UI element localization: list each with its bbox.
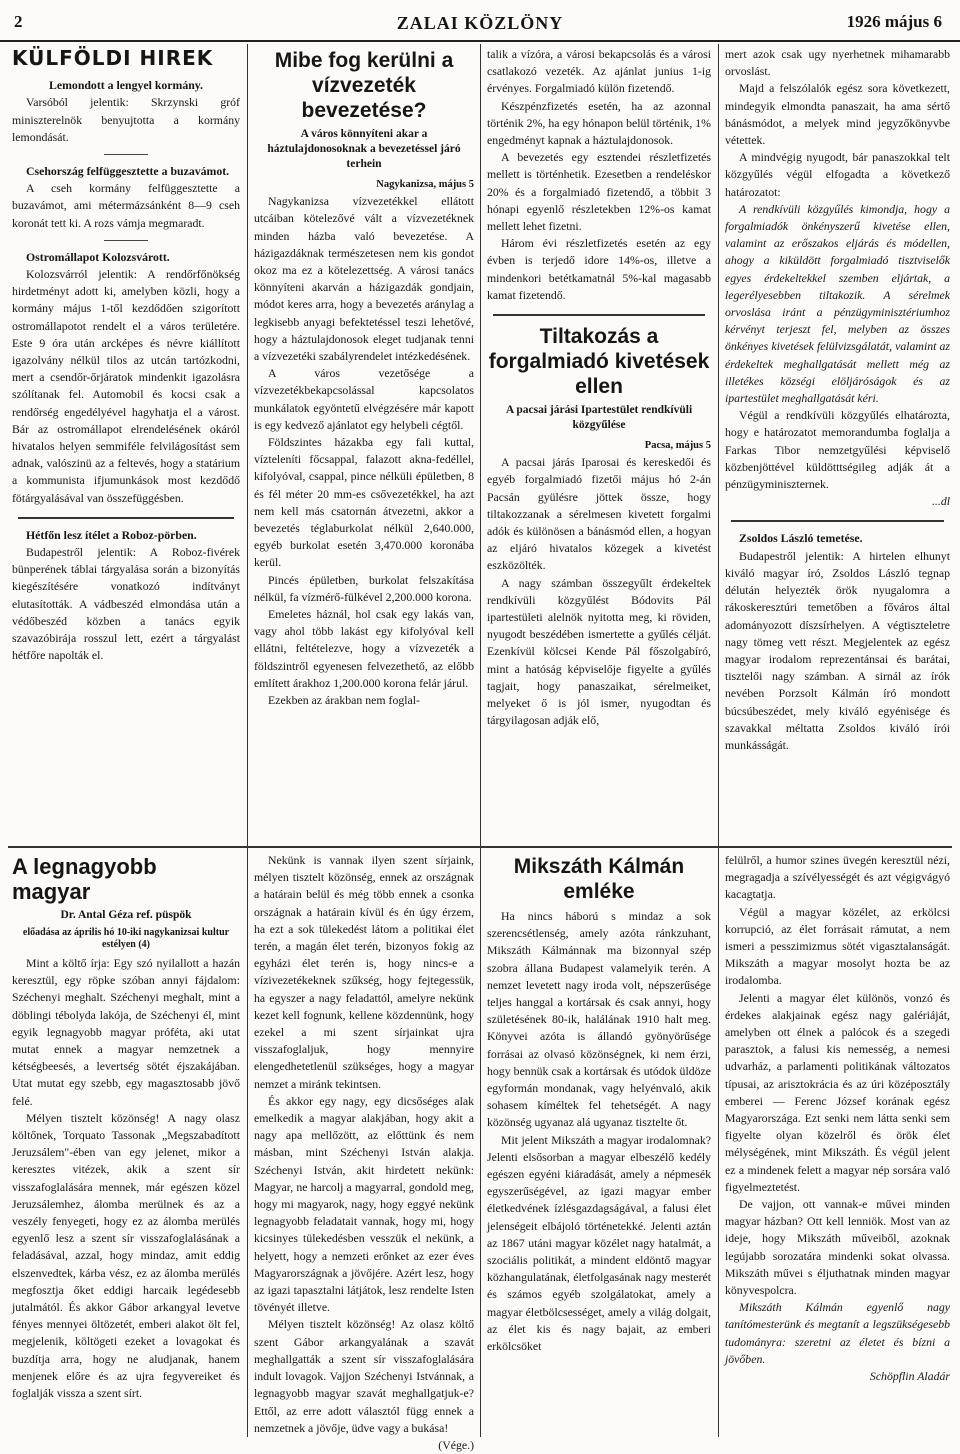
szechenyi-continued-column bbox=[254, 852, 474, 1452]
szechenyi-article-column bbox=[12, 852, 240, 1432]
article-paragraph: A bevezetés egy esztendei részletfizetés mellett is történhetik. Ezesetben a rendeléskor 20% és a forgalmiadó fizetendő, a többit 3 hónapi egyenlő részletekben 12%-os kamat mellett lehet fizetni. bbox=[487, 150, 711, 234]
author-signature: Schöpflin Aladár bbox=[869, 1369, 950, 1384]
page-header bbox=[0, 0, 960, 42]
article-paragraph: mert azok csak ugy nyerhetnek mihamarabb orvoslást. bbox=[725, 47, 950, 79]
column-rule bbox=[247, 44, 248, 1437]
column-rule bbox=[718, 44, 719, 1437]
article-paragraph: A pacsai járás Iparosai és kereskedői és egyéb forgalmiadó fizetői május hó 2-án Pacsán gyülésre jöttek össze, hogy tiltakozzanak a sérelmesen kivetett forgalmi adók és különösen a bánásmód ellen, a hogyan az eljáró hivatalos közegek a kivetést eszközölték. bbox=[487, 455, 711, 573]
divider bbox=[493, 314, 705, 316]
article-paragraph: talik a vízóra, a városi bekapcsolás és a városi csatlakozó vezeték. Az ajánlat junius 1-ig érvényes. Forgalmiadó külön fizetendő. bbox=[487, 47, 711, 96]
article-paragraph: A mindvégig nyugodt, bár panaszokkal telt közgyűlés végül elfogadta a következő határozatot: bbox=[725, 150, 950, 199]
resolution-text: A rendkívüli közgyűlés kimondja, hogy a forgalmiadók önkényszerű kivetése ellen, valamint az erőszakos eljárás és módellen, ahogy a kiküldött forgalmiadó tisztviselők egyes érdekeltekkel szemben eljártak, a legerélyesebben tiltakozik. A sérelmek orvoslása iránt a pénzügyminisztériumhoz kérvényt terjeszt fel, melyben az összes önkényes kivetések felülvizsgálatát, valamint az érdekeltek meghallgatását mellett még az illetékes községi elöljáróságok és az ipartestület meghallgatását kéri. bbox=[725, 201, 950, 406]
article-paragraph: Jelenti a magyar élet különös, vonzó és érdekes alakjainak egész nagy galériáját, amelyben ott élnek a palócok és a szegedi parasztok, a falusi kis nemesség, a nemesi udvarház, a parlamenti politikának változatos típusai, az arisztokrácia és az úri középosztály emberei — Ferenc József korának egész Magyarországa. Ezt senki nem látta senki sem figyelte olyan közelről és örök élet mélységének, mint Mikszáth. És végül jelent ez a mindenek felett a magyar nép sorsára való figyelmeztetést. bbox=[725, 990, 950, 1194]
page-divider bbox=[8, 846, 952, 848]
article-paragraph: Mélyen tisztelt közönség! Az olasz költő szent Gábor arkangyalának a szavát meghallgatták a szent sír visszafoglalására indult lovagok. Vajjon Széchenyi Istvánnak, a legnagyobb magyar szavát meghallgatjuk-e? Ettől, az erre adott választól függ ennek a nemzetnek a jövője, üdve vagy a bukása! bbox=[254, 1317, 474, 1435]
article-paragraph: A nagy számban összegyűlt érdekeltek rendkívüli közgyűlést Bódovits Pál ipartestületi alelnök nyitotta meg, ki röviden, nyugodt beszédében ismertette a gyűlés célját. Ezenkívül kölcsei Kende Pál főszolgabíró, mint a hatóság képviselője figyelte a gyűlés tagjait, hogy panaszaikat, sérelmeiket, melyeket ő is jól ismer, nyugodtan és tárgyilagosan adják elő, bbox=[487, 575, 711, 728]
article-headline: Mikszáth Kálmán emléke bbox=[513, 855, 685, 903]
news-body: Kolozsvárról jelentik: A rendőrfőnökség hirdetményt adott ki, amelyben közli, hogy a kormány május 1-től kezdődően szigorított ostromállapotot rendelt el a város területére. Este 9 óra után arcképes és névre kiállított igazolvány nélkül tilos az utcán tartózkodni, mert a csendőr-őrjáratok mindenkit igazolásra szólítanak fel. Automobil és kocsi csak a rendőrség engedélyével hagyhatja el a várost. Bár az ostromállapot elrendelésének okáról hivatalos helyen semmiféle felvilágosítást sem adnak, valószinü az a feltevés, hogy a statárium a kommunista ifjumunkások most kezdődő fötárgyalásával van összefüggésben. bbox=[12, 267, 240, 505]
masthead: ZALAI KÖZLÖNY bbox=[396, 13, 564, 33]
article-headline: A legnagyobb magyar bbox=[12, 854, 157, 904]
article-author: Dr. Antal Géza ref. püspök bbox=[60, 909, 192, 921]
mikszath-article-column bbox=[487, 852, 711, 1432]
article-paragraph: Pincés épületben, burkolat felszakítása nélkül, fa vízmérő-fülkével 2,200.000 korona. bbox=[254, 572, 474, 604]
divider bbox=[18, 517, 234, 519]
water-article-column bbox=[254, 46, 474, 844]
article-paragraph: Ezekben az árakban nem foglal- bbox=[268, 693, 420, 708]
article-paragraph: A város vezetősége a vízvezetékbekapcsolással kapcsolatos munkálatok egyöntetű elvégzésére már kapott is egy kedvező ajánlatot egy helybeli cégtől. bbox=[254, 366, 474, 432]
article-paragraph: Készpénzfizetés esetén, ha az azonnal történik 2%, ha egy hónapon belül történik, 1% engedményt kapnak a háztulajdonosok. bbox=[487, 98, 711, 148]
article-paragraph: Majd a felszólalók egész sora következett, mindegyik elmondta panaszait, ha ama sértő bánásmódot, a melyek mind jegyzőkönyvbe vétettek. bbox=[725, 81, 950, 148]
article-paragraph: Végül a magyar közélet, az erkölcsi korrupció, az élet forrásait rámutat, a nem ismeri a pesszimizmus sötét vigasztalanságát. Mikszáth a magyar mosolyt hozta be az irodalomba. bbox=[725, 904, 950, 988]
article-subheadline: előadása az április hó 10-iki nagykanizsai kultur estélyen (4) bbox=[22, 927, 230, 950]
news-headline: Hétfőn lesz ítélet a Roboz-pörben. bbox=[26, 527, 197, 542]
page-number: 2 bbox=[14, 12, 23, 31]
section-title: KÜLFÖLDI HIREK bbox=[12, 46, 214, 70]
news-headline: Zsoldos László temetése. bbox=[739, 531, 863, 546]
middle-column bbox=[487, 46, 711, 844]
news-body: Varsóból jelentik: Skrzynski gróf miniszterelnök benyujtotta a kormány lemondását. bbox=[12, 95, 240, 144]
article-end-mark: (Vége.) bbox=[438, 1437, 474, 1452]
dateline: Nagykanizsa, május 5 bbox=[376, 179, 474, 190]
issue-date: 1926 május 6 bbox=[846, 12, 942, 31]
article-paragraph: Nekünk is vannak ilyen szent sírjaink, mélyen tisztelt közönség, ennek az országnak a határain belül és még több ennek a csonka országnak a határain kívül és én úgy érzem, ha ezt a sok tülekedést látom a politikai élet terén, a magán élet terén, bizonyos fokig az egyházi élet terén is, hogy nincs-e a vízivezetékeknek szűkség, hogy fejtegessük, ha egyszer a nagy feladattól, amelyre nekünk kezet kell fognunk, kellene közdennünk, hogy ezekel a mi szent sírjainkat ujra visszafoglaljuk, hogy mennyire elengedhetetlenül szükséges, hogy a magyar nemzet a miránk tekintsen. bbox=[254, 853, 474, 1091]
article-headline: Tiltakozás a forgalmiadó kivetések ellen bbox=[488, 325, 710, 399]
article-paragraph: Nagykanizsa vízvezetékkel ellátott utcáiban kötelezővé vált a vízvezetéknek minden házba való bevezetése. A házigazdáknak természetesen nem kis gondot okoz ma ez a kötelezettség. A városi tanács könnyíteni akarván a házigazdák gondjain, módot keres arra, hogy a bevezetés aránylag a legkisebb anyagi befektetéssel teszi lehetővé, hogy a háztulajdonosok eleget tudjanak tenni a vízvezetéki szabályrendelet intézkedésének. bbox=[254, 194, 474, 364]
news-headline: Ostromállapot Kolozsvárott. bbox=[26, 249, 170, 264]
article-paragraph: Földszintes házakba egy fali kuttal, vízteleníti főcsappal, falazott akna-fedéllel, kifolyóval, csappal, pince nélküli épületben, 8 és fél méter 20 mm-es csővezetékkel, ha azt nem kell más csatornán átvezetni, akkor a bevezetés téglaburkolat nélkül 2,640.000, egyéb burkolat esetén 3,470.000 koronába kerül. bbox=[254, 435, 474, 570]
news-headline: Lemondott a lengyel kormány. bbox=[48, 78, 204, 93]
news-body: Budapestről jelentik: A hirtelen elhunyt kiváló magyar író, Zsoldos László tegnap délután helyezték örök nyugalomra a rákoskeresztúri temetőben a főváros által adományozott díszsírhelyen. A végtiszteletre nagy tömeg vett részt. Megjelentek az egész magyar irodalom reprezentánsai és barátai, tisztelői nagy számban. A sirnál az írók nevében Porzsolt Kálmán író mondott búcsúbeszédet, mely kiváló egyénisége és szavakkal méltatta Zsoldos kiváló írói munkásságát. bbox=[725, 548, 950, 752]
article-paragraph: És akkor egy nagy, egy dicsőséges alak emelkedik a magyar alakjában, hogy akit a nagy apa mellőzött, az előttünk és nem másban, mint Széchenyi István alakja. Széchenyi István, akit hirdetett nekünk: Magyar, ne harcolj a magyarral, gondold meg, hogy mi magyarok, nagy, hogy eggyé nekünk legnagyobb feladatait vannak, hogy mi, hogy kicsinyes tülekedésben vesszük el nekünk, a helyett, hogy a nemzeti erőnket az ezer éves Magyarországnak a jövőjére. Azért lesz, hogy az igazi tapasztalni látjátok, lesz rendelte Isten tövényét illetve. bbox=[254, 1093, 474, 1315]
article-paragraph: Emeletes háznál, hol csak egy lakás van, vagy ahol több lakást egy kifolyóval kell ellátni, feltételezve, hogy a vízvezeték a földszintről egyenesen felvezethető, az előbb említett árakhoz 1,200.000 korona felár járul. bbox=[254, 607, 474, 690]
right-column bbox=[725, 46, 950, 844]
article-paragraph: Három évi részletfizetés esetén az egy évben is terjedő idore 14%-os, illetve a mindenkori betétkamatnál 5%-kal magasabb kamat fizetendő. bbox=[487, 236, 711, 302]
article-paragraph: Végül a rendkívüli közgyűlés elhatározta, hogy e határozatot memorandumba foglalja a Farkas Tibor nemzetgyűlési képviselő közbenjöttével küldötttségileg adják át a pénzügyminiszternek. bbox=[725, 408, 950, 492]
news-headline: Csehország felfüggesztette a buzavámot. bbox=[26, 164, 230, 179]
article-subheadline: A város könnyíteni akar a háztulajdonosoknak a bevezetéssel járó terhein bbox=[267, 128, 461, 170]
divider bbox=[731, 520, 944, 522]
news-body: Budapestről jelentik: A Roboz-fivérek bünperének táblai tárgyalása során a bizonyítás kiegészítésére vonatkozó indítványt elutasították. A vádbeszéd elmondása után a védőbeszéd közben a tanács egyik szavazóbirája rosszul lett, ezért a tárgyalást hétfőre napolták el. bbox=[12, 545, 240, 663]
author-signature: ...dl bbox=[931, 494, 950, 509]
article-headline: Mibe fog kerülni a vízvezeték bevezetése? bbox=[274, 49, 454, 122]
column-rule bbox=[480, 44, 481, 1437]
mikszath-continued-column bbox=[725, 852, 950, 1432]
dateline: Pacsa, május 5 bbox=[644, 440, 711, 452]
foreign-news-column bbox=[12, 46, 240, 844]
article-paragraph: Mint a költő írja: Egy szó nyilallott a hazán keresztül, egy röpke szóban annyi fájdalom: Széchenyi meghalt. Széchenyi meghalt, mint a döblingi tébolyda lakója, de Széchenyi él, mint egyik legnagyobb magyar próféta, aki utat mutat ennek a magyar nemzetnek a kétségbeesés, a levertség sötét éjszakájában. Utat mutat egy szebb, egy magasztosabb jövő felé. bbox=[12, 956, 240, 1108]
article-paragraph: Mit jelent Mikszáth a magyar irodalomnak? Jelenti elsősorban a magyar elbeszélő kedély egészen egyéni kiáradását, amely a népmesék egyszerűségével, az igazi magyar ember életkedvének ízlésgazdagságával, a falusi élet jelenségeit elbájoló történetekké. Jelenti aztán az 1867 utáni magyar közélet nagy hatalmát, a szociális politikát, a mindent eldöntő magyar közhangulatának, életfolgasának nagy mesterét és számos egyéb szolgálatokat, amely a magyar életbölcsességet, amely a világ dolgait, az élet kis és nagy bajait, az emberi erkölcsöket bbox=[487, 1132, 711, 1354]
article-paragraph: Ha nincs háború s mindaz a sok szerencsétlenség, amely azóta ránkzuhant, Mikszáth Kálmánnak ma bizonnyal szép szobra állana Budapest valamelyik terén. A nemzet levetett nagy iroda volt, népszerűsége teljes hanggal a kortársak és csak annyi, hogy születésének 80-ik, halálának 1910 halt meg. Könyvei azóta is állandó gyönyörűsége forrásai az olvasó közönségnek, ki nem érzi, hogy bennük csak a kortársak és utódok üldöze egyformán mondanak, vagy helyénvaló, akik sohasem kíméltek fel tehetségét. A nagy közönség ugyanaz alá ugyanaz tisztelte őt. bbox=[487, 909, 711, 1130]
article-paragraph: Mélyen tisztelt közönség! A nagy olasz költőnek, Torquato Tassonak „Megszabadított Jeruzsálem"-ében van egy jelenet, mikor a keresztes vitézek, akik a szent sír visszafoglalására mennek, már egészen közel Jeruzsálemhez, álomba merülnek és az a veszély fenyegeti, hogy ez az álomba merülés egyenlő lesz a szent sír visszafoglalásának a feladásával, azzal, hogy mindaz, amit eddig elszenvedtek, kárba vész, ez az álomba merülés megfosztja őket eddigi harcaik legédesebb jutalmától. És akkor Gábor arkangyal levetve fényes mennyei öltözetét, emberi alakot ölt fel, megjelenik, költögeti ezeket a lovagokat és buzdítja arra, hogy ne aludjanak, hanem menjenek előre és az ujra fegyvereiket és foglalják vissza a szent sírt. bbox=[12, 1110, 240, 1401]
article-paragraph: De vajjon, ott vannak-e művei minden magyar házban? Ott kell lenniök. Most van az ideje, hogy Mikszáth műveiből, azoknak legújabb sorozatára mindenki sokat olvassa. Mikszáth művei s éljuthatnak minden magyar könyvespolcra. bbox=[725, 1197, 950, 1298]
article-paragraph: felülről, a humor szines üvegén keresztül nézi, megragadja a szívélyességét és azt végigvágyó kacagtatja. bbox=[725, 853, 950, 902]
article-subheadline: A pacsai járási Ipartestület rendkívüli közgyűlése bbox=[505, 404, 693, 432]
article-paragraph: Mikszáth Kálmán egyenlő nagy tanítómesterünk és megtanít a legszükségesebb tudományra: szeretni az életet és bízni a jövőben. bbox=[725, 1300, 950, 1366]
divider bbox=[104, 240, 148, 241]
news-body: A cseh kormány felfüggesztette a buzavámot, ami métermázsánként 8—9 cseh koronát tett ki. A rozs vámja megmaradt. bbox=[12, 181, 240, 230]
divider bbox=[104, 154, 148, 155]
